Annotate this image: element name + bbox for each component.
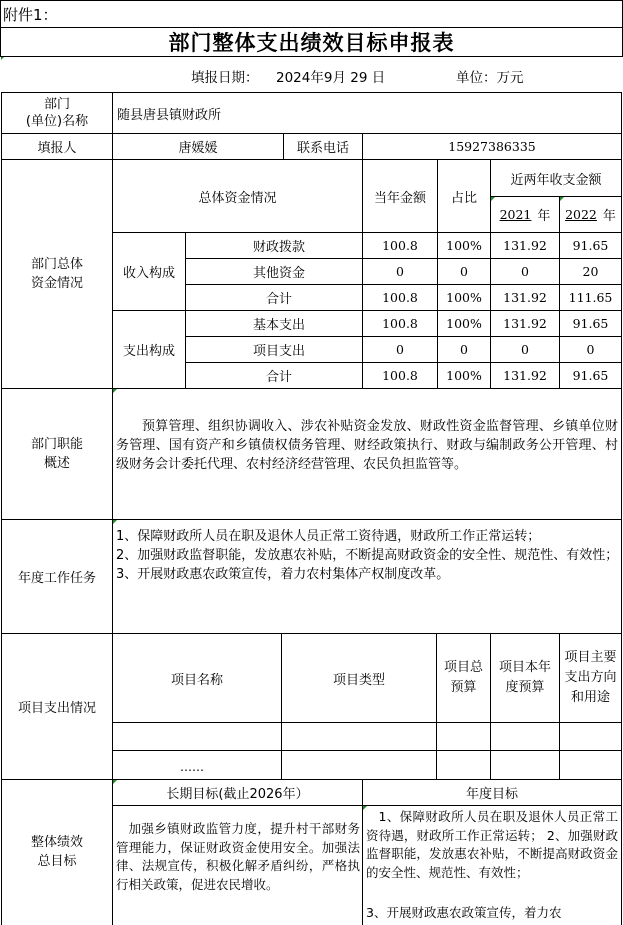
- grid-line: [186, 336, 622, 337]
- goals-label: [2, 780, 112, 924]
- projects-label: 项目支出情况: [17, 701, 96, 716]
- grid-line: [1, 519, 622, 520]
- grid-line: [112, 92, 113, 925]
- cell-marker: [560, 197, 564, 201]
- filler-name: 唐媛媛: [178, 140, 218, 156]
- dept-label-line2: (单位)名称: [25, 114, 89, 129]
- cell-marker: [113, 780, 117, 784]
- grid-line: [1, 92, 2, 925]
- tasks-list: [116, 527, 619, 584]
- long-term-text: 加强乡镇财政监管力度，提升村干部财务管理能力，保证财政资金使用安全。加强法律、法规宣传，积极化解矛盾纠纷，严格执行相关政策，促进农民增收。: [116, 821, 360, 892]
- project-ellipsis: ……: [180, 760, 204, 774]
- grid-line: [1, 388, 622, 389]
- dept-label: [2, 93, 112, 133]
- grid-line: [113, 805, 622, 806]
- funds-label-line2: 资金情况: [30, 276, 83, 291]
- grid-line: [113, 232, 622, 233]
- fund-cell-ratio: 100%: [446, 290, 482, 305]
- task-item: 2、加强财政监督职能，发放惠农补贴，不断提高财政资金的安全性、规范性、有效性；: [116, 548, 619, 563]
- duties-label-line1: 部门职能: [30, 437, 83, 452]
- recent-years-header: 近两年收支金额: [510, 172, 602, 188]
- grid-line: [436, 633, 437, 780]
- task-item: 1、保障财政所人员在职及退休人员正常工资待遇，财政所工作正常运转；: [116, 529, 541, 544]
- year-2021-header: [491, 197, 559, 232]
- fund-cell-current: 100.8: [382, 316, 418, 331]
- project-direction-header: 项目主要支出方向和用途: [564, 650, 617, 705]
- fund-cell-name: 基本支出: [252, 318, 305, 333]
- overall-funds-header: 总体资金情况: [198, 190, 277, 206]
- fund-cell-name: 项目支出: [252, 344, 305, 359]
- annual-goal-header: 年度目标: [465, 787, 518, 802]
- cell-marker: [491, 197, 495, 201]
- year-2022: 2022: [565, 207, 597, 222]
- grid-line: [621, 92, 622, 925]
- fill-date: 2024年9月 29 日: [276, 70, 386, 86]
- grid-line: [0, 27, 623, 28]
- income-structure-label: 收入构成: [122, 266, 175, 281]
- fund-cell-ratio: 100%: [446, 368, 482, 383]
- fund-cell-name: 合计: [265, 370, 292, 385]
- grid-line: [1, 779, 622, 780]
- grid-line: [283, 133, 284, 160]
- filler-label: 填报人: [37, 140, 77, 156]
- grid-line: [490, 196, 622, 197]
- fund-cell-ratio: 0: [460, 264, 468, 279]
- funds-section-label: [2, 160, 112, 388]
- tasks-label: 年度工作任务: [17, 571, 96, 586]
- fund-cell-current: 100.8: [382, 368, 418, 383]
- annual-goal-text-last: 3、开展财政惠农政策宣传，着力农: [366, 905, 562, 920]
- fund-cell-current: 0: [396, 342, 404, 357]
- grid-line: [186, 362, 622, 363]
- duties-text: 预算管理、组织协调收入、涉农补贴资金发放、财政性资金监督管理、乡镇单位财务管理、国有资产和乡镇债权债务管理、财经政策执行、财政与编制政务公开管理、村级财务会计委托代理、农村经济经营管理、农民负担监管等。: [116, 419, 618, 472]
- fill-date-label: 填报日期：: [191, 70, 259, 86]
- grid-line: [113, 310, 622, 311]
- fund-cell-y2: 91.65: [572, 368, 609, 383]
- fund-cell-y2: 91.65: [572, 316, 609, 331]
- fund-cell-name: 其他资金: [252, 266, 305, 281]
- year-2022-header: [560, 197, 621, 232]
- expense-structure-label: 支出构成: [122, 344, 175, 359]
- project-total-header: 项目总预算: [443, 660, 483, 695]
- fund-cell-y2: 20: [582, 264, 599, 279]
- fund-cell-name: 合计: [265, 292, 292, 307]
- fund-cell-y1: 131.92: [503, 368, 547, 383]
- grid-line: [113, 722, 622, 723]
- grid-line: [362, 159, 363, 389]
- grid-line: [1, 133, 622, 134]
- dept-name: 随县唐县镇财政所: [117, 107, 222, 123]
- grid-line: [186, 258, 622, 259]
- grid-line: [113, 750, 622, 751]
- grid-line: [0, 56, 623, 57]
- fund-cell-ratio: 100%: [446, 316, 482, 331]
- phone-label: 联系电话: [296, 140, 349, 156]
- goals-label-line1: 整体绩效: [30, 835, 83, 850]
- year-suffix: 年: [537, 209, 551, 224]
- fund-cell-y1: 131.92: [503, 238, 547, 253]
- grid-line: [362, 133, 363, 160]
- year-suffix: 年: [602, 209, 616, 224]
- year-2021: 2021: [499, 207, 532, 222]
- grid-line: [362, 779, 363, 925]
- duties-label: [2, 389, 112, 519]
- fund-cell-current: 100.8: [382, 238, 418, 253]
- grid-line: [559, 196, 560, 389]
- grid-line: [490, 633, 491, 780]
- funds-label-line1: 部门总体: [30, 257, 83, 272]
- fund-cell-y2: 91.65: [572, 238, 609, 253]
- project-name-header: 项目名称: [170, 672, 223, 688]
- project-year-header: 项目本年度预算: [498, 660, 551, 695]
- grid-line: [1, 92, 622, 93]
- dept-label-line1: 部门: [43, 97, 70, 112]
- fund-cell-ratio: 0: [460, 342, 468, 357]
- fund-cell-current: 100.8: [382, 290, 418, 305]
- page-title: 部门整体支出绩效目标申报表: [168, 31, 455, 55]
- cell-marker: [363, 806, 367, 810]
- grid-line: [0, 0, 623, 1]
- goals-label-line2: 总目标: [37, 854, 77, 869]
- fund-cell-y1: 0: [521, 342, 529, 357]
- fund-cell-y1: 0: [521, 264, 529, 279]
- fund-cell-y1: 131.92: [503, 290, 547, 305]
- grid-line: [1, 633, 622, 634]
- project-type-header: 项目类型: [332, 672, 385, 688]
- cell-marker: [113, 389, 117, 393]
- grid-line: [490, 159, 491, 389]
- duties-label-line2: 概述: [43, 456, 70, 471]
- grid-line: [281, 633, 282, 780]
- long-term-header: 长期目标(截止2026年）: [166, 787, 309, 802]
- fund-cell-y2: 111.65: [568, 290, 613, 305]
- fund-cell-name: 财政拨款: [252, 240, 305, 255]
- fund-cell-ratio: 100%: [446, 238, 482, 253]
- current-amount-header: 当年金额: [373, 190, 426, 206]
- grid-line: [437, 159, 438, 389]
- fund-cell-current: 0: [396, 264, 404, 279]
- grid-line: [186, 284, 622, 285]
- phone-number: 15927386335: [448, 138, 536, 154]
- ratio-header: 占比: [450, 190, 477, 206]
- cell-marker: [113, 520, 117, 524]
- annual-goal-text: 1、保障财政所人员在职及退休人员正常工资待遇，财政所工作正常运转； 2、加强财政监督职能，发放惠农补贴，不断提高财政资金的安全性、规范性、有效性；: [366, 809, 618, 880]
- attachment-label: 附件1：: [3, 6, 58, 24]
- fund-cell-y2: 0: [586, 342, 595, 357]
- fund-cell-y1: 131.92: [503, 316, 547, 331]
- grid-line: [0, 0, 1, 57]
- unit-label: 单位：万元: [456, 70, 524, 86]
- grid-line: [1, 159, 622, 160]
- grid-line: [559, 633, 560, 780]
- task-item: 3、开展财政惠农政策宣传，着力农村集体产权制度改革。: [116, 567, 450, 582]
- grid-line: [185, 232, 186, 389]
